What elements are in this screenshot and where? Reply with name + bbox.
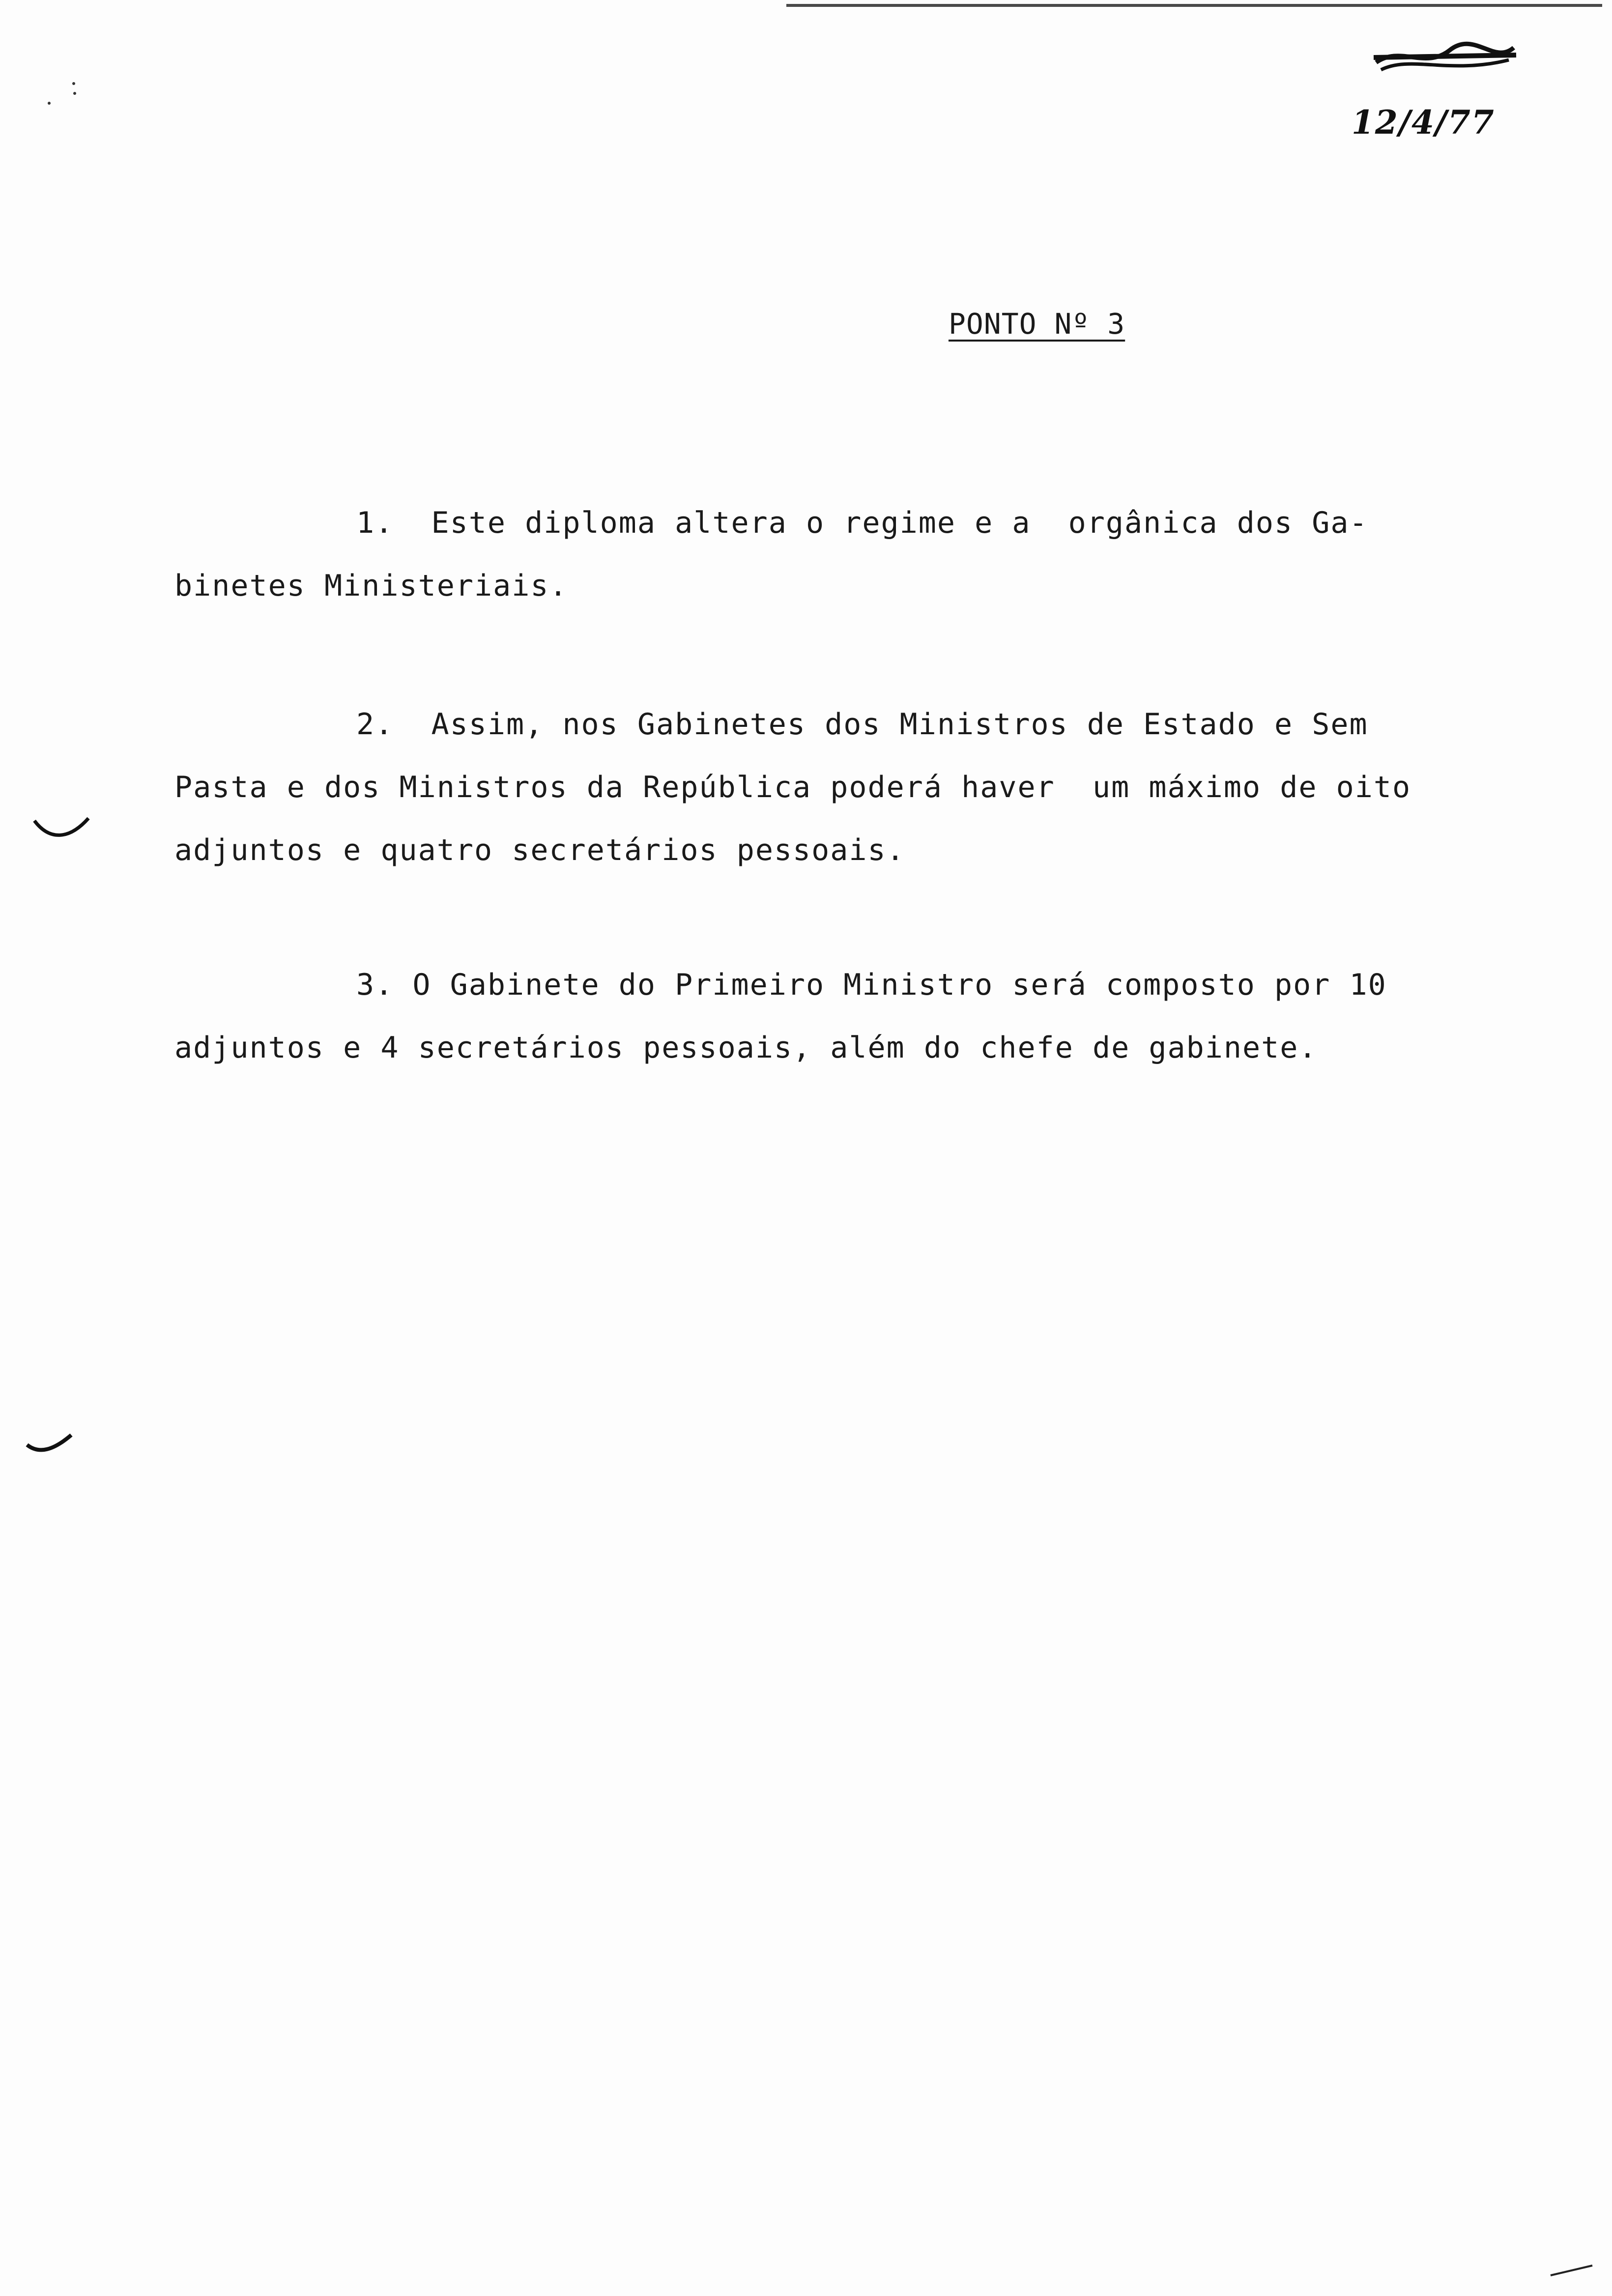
paragraph-2 bbox=[174, 693, 1482, 882]
margin-dots bbox=[39, 74, 84, 118]
paragraph-line: adjuntos e quatro secretários pessoais. bbox=[174, 833, 905, 867]
paragraph-number: 3. bbox=[356, 968, 394, 1002]
margin-tick-mark bbox=[29, 806, 98, 850]
paragraph-line: O Gabinete do Primeiro Ministro será composto por 10 bbox=[412, 968, 1387, 1002]
paragraph-line: Pasta e dos Ministros da República poderá haver um máximo de oito bbox=[174, 770, 1411, 804]
margin-check-mark bbox=[25, 1425, 79, 1464]
paragraph-1 bbox=[174, 491, 1482, 617]
paragraph-3 bbox=[174, 953, 1482, 1079]
paragraph-line: binetes Ministeriais. bbox=[174, 569, 568, 603]
paragraph-line: Assim, nos Gabinetes dos Ministros de Estado e Sem bbox=[431, 707, 1368, 742]
struck-out-handwriting bbox=[1371, 35, 1519, 80]
top-rule bbox=[786, 4, 1602, 7]
paragraph-number: 2. bbox=[356, 707, 394, 742]
paragraph-line: adjuntos e 4 secretários pessoais, além do chefe de gabinete. bbox=[174, 1031, 1318, 1065]
corner-mark bbox=[1548, 2261, 1597, 2280]
page-title: PONTO Nº 3 bbox=[949, 307, 1125, 341]
handwritten-date: 12/4/77 bbox=[1352, 103, 1495, 142]
paragraph-line: Este diploma altera o regime e a orgânica dos Ga- bbox=[431, 506, 1368, 540]
paragraph-number: 1. bbox=[356, 506, 394, 540]
